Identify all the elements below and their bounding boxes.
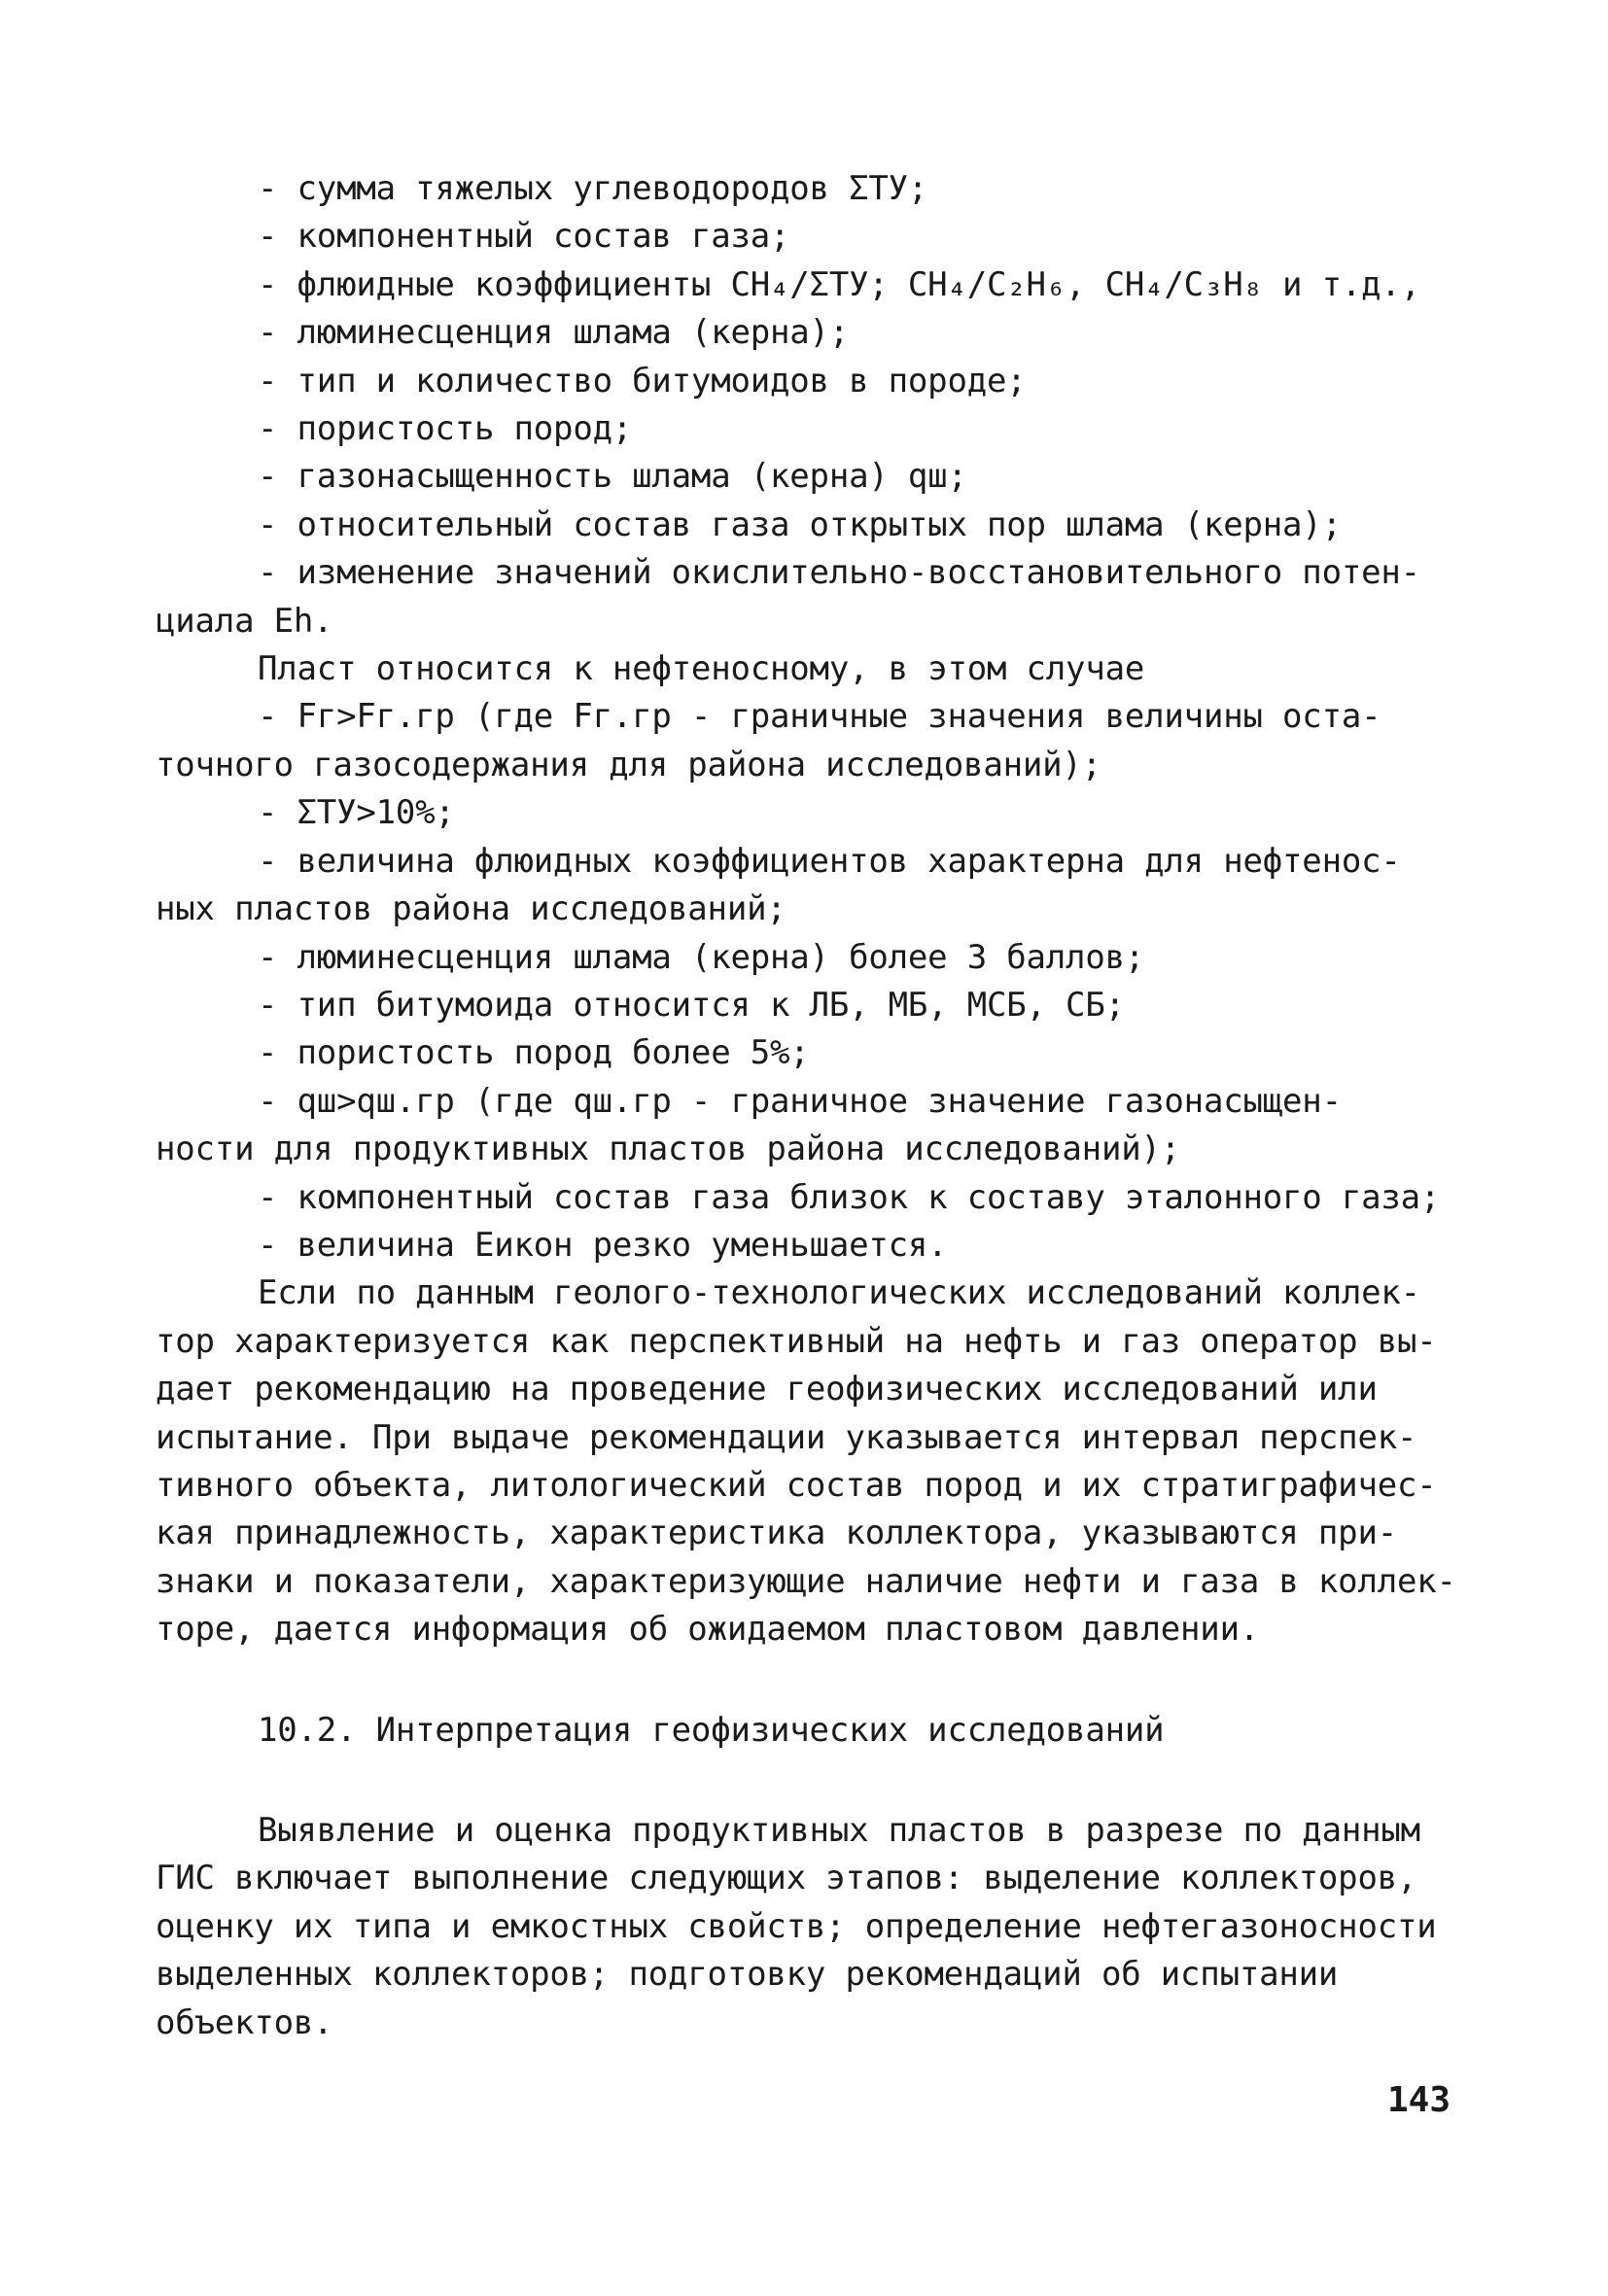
list-item: - пористость пород более 5%; (258, 1033, 810, 1073)
section-heading: 10.2. Интерпретация геофизических исследований (258, 1710, 1165, 1750)
list-item: - величина флюидных коэффициентов характерна для нефтенос- (258, 841, 1401, 881)
list-item: - компонентный состав газа; (258, 217, 790, 257)
list-item-continuation: точного газосодержания для района исследований); (156, 745, 1101, 784)
list-item-continuation: циала Eh. (156, 601, 333, 641)
paragraph-line: выделенных коллекторов; подготовку рекомендаций об испытании (156, 1955, 1339, 1995)
paragraph-line: кая принадлежность, характеристика коллектора, указываются при- (156, 1513, 1397, 1553)
list-item: - qш>qш.гр (где qш.гр - граничное значение газонасыщен- (258, 1081, 1342, 1121)
paragraph-gis (156, 1807, 1458, 2047)
list-item: - компонентный состав газа близок к составу эталонного газа; (258, 1177, 1441, 1217)
list-item: - флюидные коэффициенты CH₄/ΣТУ; CH₄/C₂H₆, CH₄/C₃H₈ и т.д., (258, 264, 1420, 304)
paragraph-line: Выявление и оценка продуктивных пластов в разрезе по данным (258, 1811, 1420, 1850)
paragraph-line: тивного объекта, литологический состав пород и их стратиграфичес- (156, 1465, 1437, 1505)
list-item: - изменение значений окислительно-восстановительного потен- (258, 553, 1420, 593)
list-item-continuation: ных пластов района исследований; (156, 889, 787, 929)
list-item: - пористость пород; (258, 409, 633, 449)
page-number: 143 (1387, 2080, 1451, 2120)
list-item: - сумма тяжелых углеводородов ΣТУ; (258, 169, 928, 208)
list-item: - тип битумоида относится к ЛБ, МБ, МСБ, СБ; (258, 985, 1125, 1025)
list-top (156, 165, 1458, 645)
list-item: - люминесценция шлама (керна); (258, 313, 850, 353)
paragraph-line: испытание. При выдаче рекомендации указывается интервал перспек- (156, 1417, 1417, 1457)
paragraph-line: знаки и показатели, характеризующие наличие нефти и газа в коллек- (156, 1561, 1456, 1601)
paragraph-line: тор характеризуется как перспективный на нефть и газ оператор вы- (156, 1321, 1437, 1361)
list-item: - относительный состав газа открытых пор шлама (керна); (258, 504, 1342, 544)
paragraph-line: ГИС включает выполнение следующих этапов: выделение коллекторов, (156, 1859, 1417, 1898)
list-item-continuation: ности для продуктивных пластов района исследований); (156, 1130, 1181, 1169)
list-item: - тип и количество битумоидов в породе; (258, 361, 1027, 400)
list-item: - ΣТУ>10%; (258, 793, 455, 833)
oil-criteria-intro: Пласт относится к нефтеносному, в этом случае (258, 649, 1145, 689)
list-item: - Fг>Fг.гр (где Fг.гр - граничные значения величины оста- (258, 697, 1381, 737)
document-page (156, 165, 1458, 2047)
list-oil-criteria (156, 693, 1458, 1270)
paragraph-line: Если по данным геолого-технологических исследований коллек- (258, 1273, 1420, 1313)
paragraph-line: объектов. (156, 2002, 333, 2042)
paragraph-line: торе, дается информация об ожидаемом пластовом давлении. (156, 1610, 1260, 1650)
list-item: - люминесценция шлама (керна) более 3 баллов; (258, 937, 1145, 977)
list-item: - величина Eикон резко уменьшается. (258, 1225, 948, 1265)
paragraph-line: оценку их типа и емкостных свойств; определение нефтегазоносности (156, 1906, 1437, 1946)
paragraph-recommendation (156, 1270, 1458, 1653)
paragraph-line: дает рекомендацию на проведение геофизических исследований или (156, 1370, 1378, 1409)
list-item: - газонасыщенность шлама (керна) qш; (258, 457, 967, 497)
